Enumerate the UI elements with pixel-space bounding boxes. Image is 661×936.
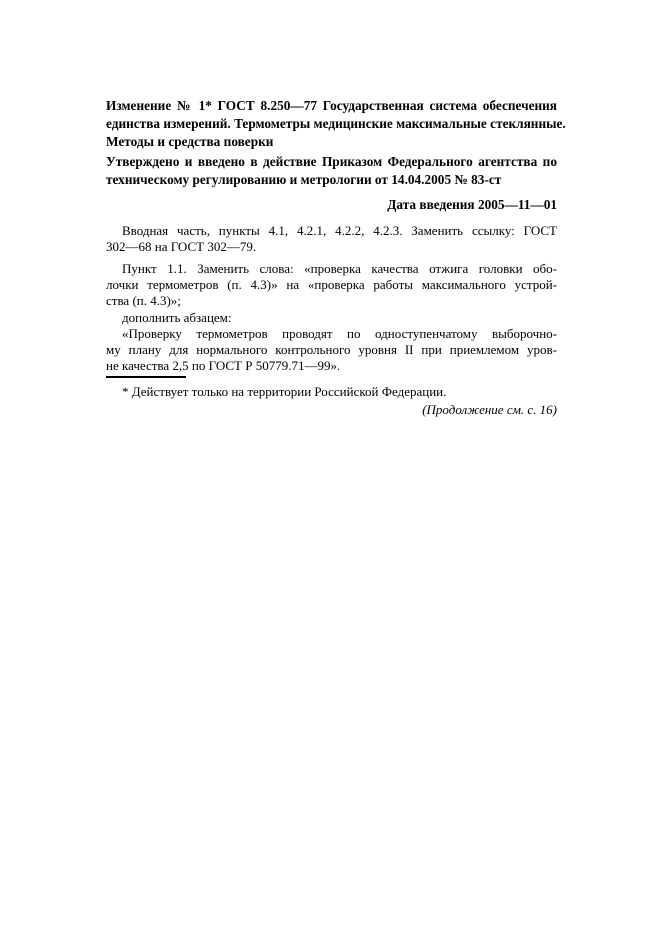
body-line: ства (п. 4.3)»; — [106, 293, 181, 308]
body-line: Пункт 1.1. Заменить слова: «проверка качества отжига головки обо- — [122, 261, 557, 276]
effective-date: Дата введения 2005—11—01 — [387, 197, 557, 212]
body-line: не качества 2,5 по ГОСТ Р 50779.71—99». — [106, 358, 341, 373]
body-line: дополнить абзацем: — [122, 310, 232, 325]
continuation-note: (Продолжение см. с. 16) — [422, 402, 557, 417]
title-line: Изменение № 1* ГОСТ 8.250—77 Государственная система обеспечения — [106, 98, 557, 113]
body-line: Вводная часть, пункты 4.1, 4.2.1, 4.2.2, 4.2.3. Заменить ссылку: ГОСТ — [122, 223, 557, 238]
title-line: единства измерений. Термометры медицинские максимальные стеклянные. — [106, 116, 566, 131]
approval-line: техническому регулированию и метрологии от 14.04.2005 № 83-ст — [106, 172, 502, 187]
body-line: лочки термометров (п. 4.3)» на «проверка работы максимального устрой- — [106, 277, 557, 292]
approval-line: Утверждено и введено в действие Приказом Федерального агентства по — [106, 154, 557, 169]
body-line: 302—68 на ГОСТ 302—79. — [106, 239, 257, 254]
footnote: * Действует только на территории Российской Федерации. — [122, 384, 447, 399]
body-line: «Проверку термометров проводят по одноступенчатому выборочно- — [122, 326, 557, 341]
footnote-divider — [106, 376, 186, 378]
title-line: Методы и средства поверки — [106, 134, 274, 149]
body-line: му плану для нормального контрольного уровня II при приемлемом уров- — [106, 342, 557, 357]
